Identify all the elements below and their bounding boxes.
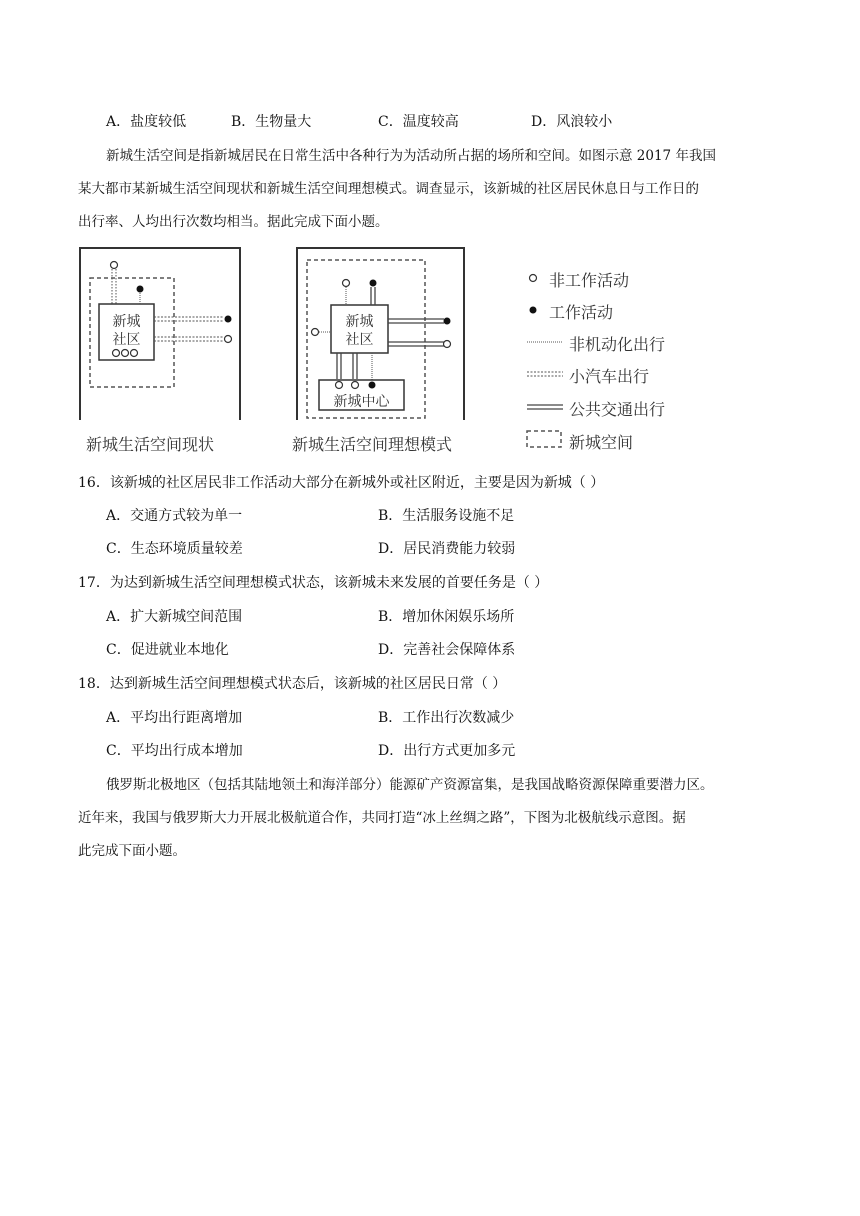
current-local-nonwork-point-1 xyxy=(113,350,120,357)
q17-option-d: D．完善社会保障体系 xyxy=(378,642,516,658)
q16-stem: 16．该新城的社区居民非工作活动大部分在新城外或社区附近，主要是因为新城（ ） xyxy=(78,475,605,491)
current-local-nonwork-point-2 xyxy=(122,350,129,357)
legend-space-symbol xyxy=(525,428,565,452)
current-local-nonwork-point-3 xyxy=(131,350,138,357)
q18-option-d: D．出行方式更加多元 xyxy=(378,743,516,759)
legend-transit-label: 公共交通出行 xyxy=(569,400,666,419)
q15-option-c: C．温度较高 xyxy=(378,114,459,130)
life-space-figure xyxy=(0,240,860,420)
current-local-work-point xyxy=(137,286,144,293)
new-city-center-label: 新城中心 xyxy=(333,394,390,410)
ideal-community-label-1: 新城 xyxy=(345,314,374,330)
q16-option-a: A．交通方式较为单一 xyxy=(106,508,243,524)
current-community-label-1: 新城 xyxy=(112,314,141,330)
q18-option-b: B．工作出行次数减少 xyxy=(378,710,515,726)
q18-option-c: C．平均出行成本增加 xyxy=(106,743,243,759)
ideal-local-nonwork-point xyxy=(343,280,350,287)
ideal-outer-nonwork-point xyxy=(444,341,451,348)
q16-option-b: B．生活服务设施不足 xyxy=(378,508,515,524)
q18-stem: 18．达到新城生活空间理想模式状态后，该新城的社区居民日常（ ） xyxy=(78,676,507,692)
q17-stem: 17．为达到新城生活空间理想模式状态，该新城未来发展的首要任务是（ ） xyxy=(78,575,549,591)
legend-work-label: 工作活动 xyxy=(549,303,614,322)
ideal-outer-work-point xyxy=(444,318,451,325)
current-outer-nonwork-point-right xyxy=(225,336,232,343)
q17-option-c: C．促进就业本地化 xyxy=(106,642,229,658)
legend-car-label: 小汽车出行 xyxy=(569,367,650,386)
q15-option-d: D．风浪较小 xyxy=(531,114,613,130)
ideal-community-label-2: 社区 xyxy=(345,332,374,348)
legend-non-work-label: 非工作活动 xyxy=(549,271,630,290)
ideal-side-nonwork-point xyxy=(312,329,319,336)
intro2-line2: 近年来，我国与俄罗斯大力开展北极航道合作，共同打造“冰上丝绸之路”，下图为北极航线示意图。据 xyxy=(78,810,686,826)
q17-option-b: B．增加休闲娱乐场所 xyxy=(378,609,515,625)
ideal-center-nonwork-point-2-front xyxy=(352,382,359,389)
current-community-label-2: 社区 xyxy=(112,332,141,348)
q17-option-a: A．扩大新城空间范围 xyxy=(106,609,243,625)
q15-option-b: B．生物量大 xyxy=(231,114,312,130)
legend-non-work-symbol xyxy=(530,275,537,282)
q15-option-a: A．盐度较低 xyxy=(106,114,187,130)
current-outer-work-point xyxy=(225,316,232,323)
legend-space-label: 新城空间 xyxy=(569,433,634,452)
intro2-line1: 俄罗斯北极地区（包括其陆地领土和海洋部分）能源矿产资源富集，是我国战略资源保障重要潜力区。 xyxy=(106,777,714,793)
ideal-local-work-point xyxy=(370,280,377,287)
q18-option-a: A．平均出行距离增加 xyxy=(106,710,243,726)
caption-current: 新城生活空间现状 xyxy=(86,435,215,454)
q16-option-c: C．生态环境质量较差 xyxy=(106,541,243,557)
intro1-line1: 新城生活空间是指新城居民在日常生活中各种行为为活动所占据的场所和空间。如图示意 2017 年我国 xyxy=(106,148,716,164)
intro2-line3: 此完成下面小题。 xyxy=(78,843,186,859)
caption-ideal: 新城生活空间理想模式 xyxy=(292,435,453,454)
ideal-center-work-point-front xyxy=(369,382,376,389)
q16-option-d: D．居民消费能力较弱 xyxy=(378,541,516,557)
legend-work-symbol xyxy=(530,307,537,314)
current-outer-nonwork-point xyxy=(111,262,118,269)
ideal-center-nonwork-point-1-front xyxy=(336,382,343,389)
legend-walk-label: 非机动化出行 xyxy=(569,335,666,354)
intro1-line2: 某大都市某新城生活空间现状和新城生活空间理想模式。调查显示，该新城的社区居民休息日与工作日的 xyxy=(78,181,699,197)
intro1-line3: 出行率、人均出行次数均相当。据此完成下面小题。 xyxy=(78,214,389,230)
